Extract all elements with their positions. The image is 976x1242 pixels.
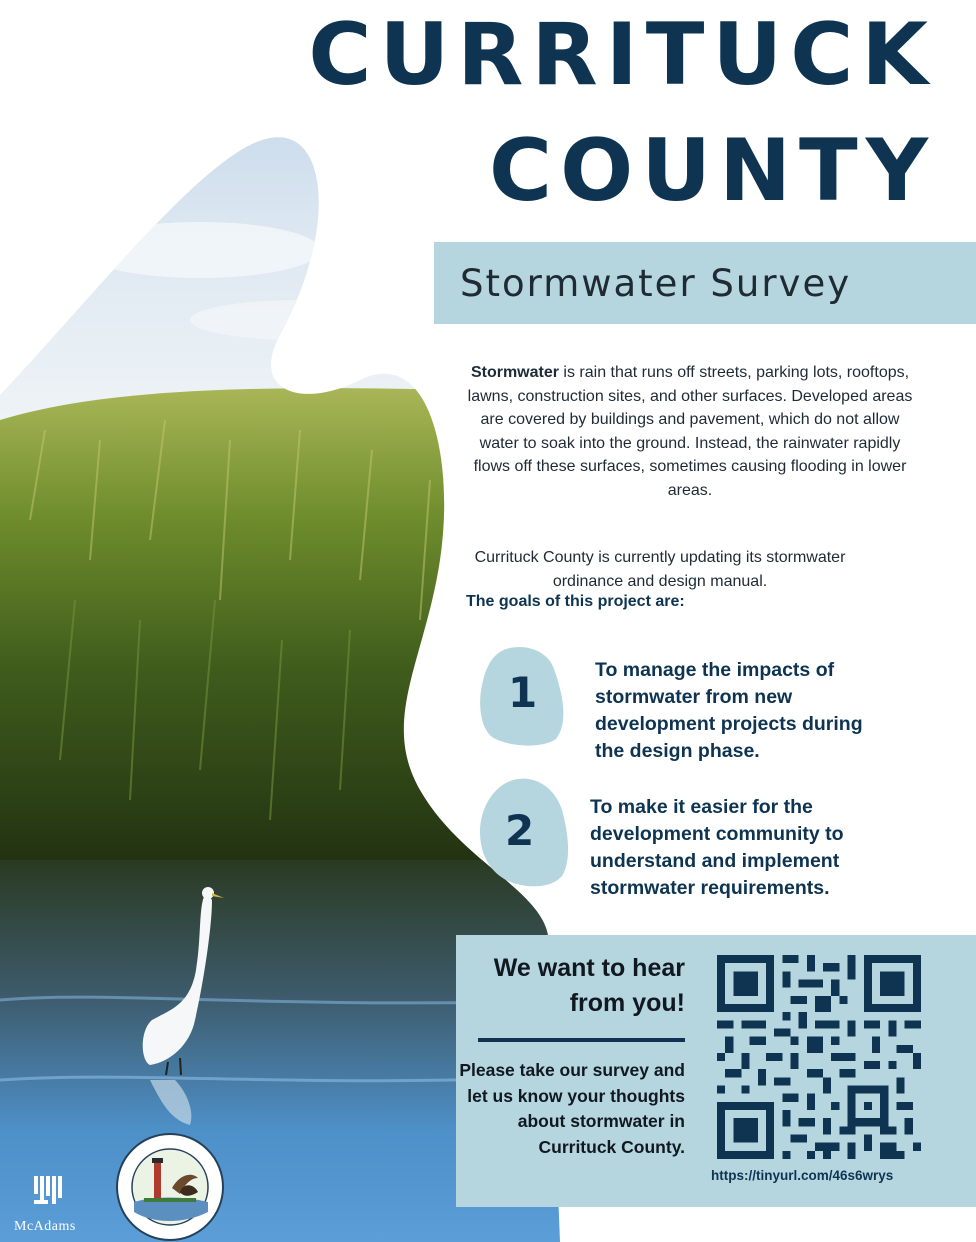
survey-callout	[456, 935, 976, 1207]
title-line-2: COUNTY	[489, 121, 936, 221]
goal-1-number: 1	[508, 668, 538, 717]
goals-heading: The goals of this project are:	[466, 593, 685, 610]
title-line-1: CURRITUCK	[308, 5, 936, 105]
update-paragraph: Currituck County is currently updating its stormwater ordinance and design manual.	[474, 549, 846, 590]
survey-banner	[434, 242, 976, 324]
goal-2-number: 2	[505, 806, 535, 855]
goal-2-text: To make it easier for the development community to understand and implement stormwater requirements.	[590, 796, 844, 899]
qr-code-icon[interactable]	[717, 955, 921, 1159]
banner-title: Stormwater Survey	[460, 262, 852, 305]
callout-body: Please take our survey and let us know your thoughts about stormwater in Currituck County.	[459, 1060, 685, 1157]
intro-lead-bold: Stormwater	[470, 364, 559, 381]
goal-1-text: To manage the impacts of stormwater from new development projects during the design phase.	[595, 659, 863, 762]
survey-url-link[interactable]: https://tinyurl.com/46s6wrys	[711, 1168, 894, 1183]
callout-heading: We want to hear from you!	[493, 954, 685, 1017]
county-seal-icon	[114, 1132, 226, 1242]
mcadams-wordmark: McAdams	[14, 1219, 76, 1234]
callout-divider	[478, 1038, 685, 1042]
intro-lead-rest: is rain that runs off streets, parking lots, rooftops, lawns, construction sites, and other surfaces. Developed areas are covered by buildings and pavement, which do not allow water to soak into the ground. Instead, the rainwater rapidly flows off these surfaces, sometimes causing flooding in lower areas.	[467, 364, 913, 499]
intro-paragraph	[460, 361, 920, 502]
